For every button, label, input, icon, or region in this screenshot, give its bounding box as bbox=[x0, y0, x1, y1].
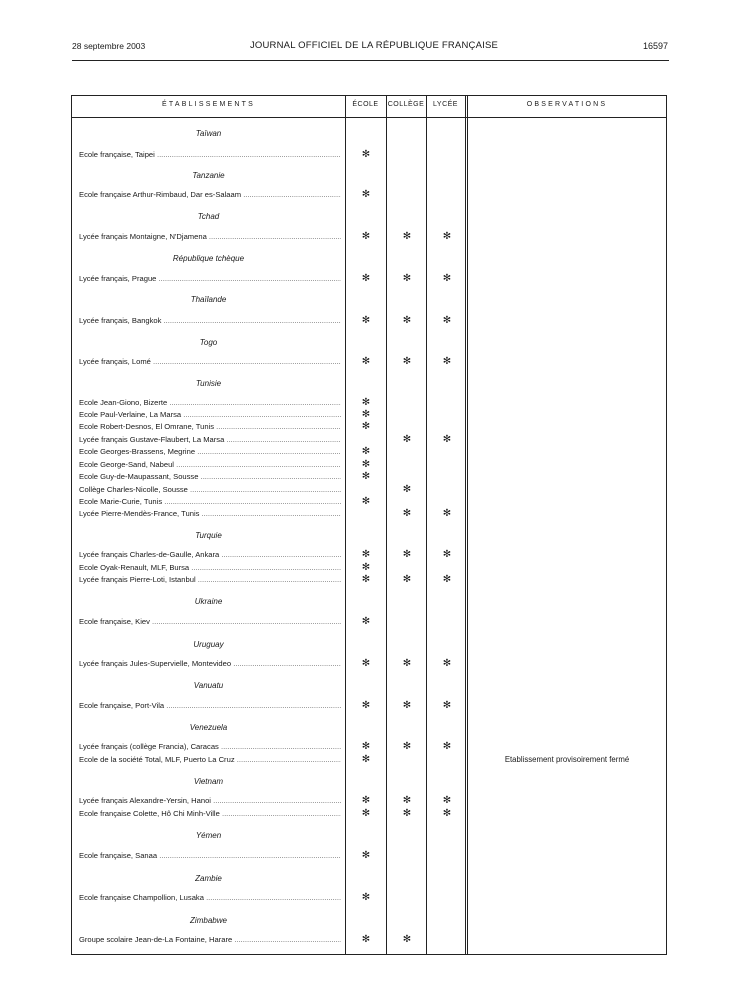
country-heading: Zimbabwe bbox=[190, 916, 227, 925]
lycee-mark: ✻ bbox=[442, 808, 452, 819]
college-mark: ✻ bbox=[402, 484, 412, 495]
lycee-mark: ✻ bbox=[442, 508, 452, 519]
school-name: Lycée français Alexandre-Yersin, Hanoi ..... bbox=[79, 795, 341, 807]
column-header-lycee: LYCÉE bbox=[433, 101, 458, 108]
college-mark: ✻ bbox=[402, 315, 412, 326]
lycee-mark: ✻ bbox=[442, 315, 452, 326]
college-mark: ✻ bbox=[402, 273, 412, 284]
table-row bbox=[72, 808, 668, 820]
ecole-mark: ✻ bbox=[361, 850, 371, 861]
table-row bbox=[72, 850, 668, 862]
table-row bbox=[72, 700, 668, 712]
ecole-mark: ✻ bbox=[361, 808, 371, 819]
column-divider bbox=[465, 96, 468, 954]
table-row bbox=[72, 397, 668, 409]
country-heading: Thaïlande bbox=[190, 295, 227, 304]
country-heading: Venezuela bbox=[189, 723, 228, 732]
school-name: Ecole Georges-Brassens, Megrine ..... bbox=[79, 446, 341, 458]
school-name: Ecole française Champollion, Lusaka ..... bbox=[79, 892, 341, 904]
country-heading: Turquie bbox=[195, 531, 222, 540]
country-heading: Vanuatu bbox=[193, 681, 224, 690]
country-heading: République tchèque bbox=[172, 254, 245, 263]
country-row bbox=[72, 253, 668, 265]
ecole-mark: ✻ bbox=[361, 754, 371, 765]
country-row bbox=[72, 530, 668, 542]
country-row bbox=[72, 722, 668, 734]
ecole-mark: ✻ bbox=[361, 459, 371, 470]
college-mark: ✻ bbox=[402, 508, 412, 519]
college-mark: ✻ bbox=[402, 231, 412, 242]
country-heading: Tchad bbox=[197, 212, 220, 221]
ecole-mark: ✻ bbox=[361, 149, 371, 160]
ecole-mark: ✻ bbox=[361, 273, 371, 284]
ecole-mark: ✻ bbox=[361, 795, 371, 806]
college-mark: ✻ bbox=[402, 795, 412, 806]
college-mark: ✻ bbox=[402, 549, 412, 560]
school-name: Ecole française, Sanaa ..... bbox=[79, 850, 341, 862]
lycee-mark: ✻ bbox=[442, 231, 452, 242]
college-mark: ✻ bbox=[402, 356, 412, 367]
country-heading: Yémen bbox=[195, 831, 222, 840]
country-row bbox=[72, 639, 668, 651]
school-name: Groupe scolaire Jean-de-La Fontaine, Harare ..... bbox=[79, 934, 341, 946]
ecole-mark: ✻ bbox=[361, 496, 371, 507]
country-row bbox=[72, 873, 668, 885]
lycee-mark: ✻ bbox=[442, 574, 452, 585]
table-row bbox=[72, 273, 668, 285]
table-row bbox=[72, 434, 668, 446]
header-row-rule bbox=[72, 117, 666, 118]
school-name: Ecole française, Port-Vila ..... bbox=[79, 700, 341, 712]
school-name: Lycée français, Bangkok ..... bbox=[79, 315, 341, 327]
college-mark: ✻ bbox=[402, 934, 412, 945]
table-row bbox=[72, 616, 668, 628]
school-name: Ecole Marie-Curie, Tunis ..... bbox=[79, 496, 341, 508]
ecole-mark: ✻ bbox=[361, 397, 371, 408]
table-row bbox=[72, 315, 668, 327]
school-name: Ecole française Colette, Hô Chi Minh-Ville ..... bbox=[79, 808, 341, 820]
country-heading: Vietnam bbox=[193, 777, 224, 786]
ecole-mark: ✻ bbox=[361, 549, 371, 560]
page-number: 16597 bbox=[642, 41, 668, 51]
school-name: Ecole de la société Total, MLF, Puerto La Cruz ..... bbox=[79, 754, 341, 766]
school-name: Collège Charles-Nicolle, Sousse ..... bbox=[79, 484, 341, 496]
lycee-mark: ✻ bbox=[442, 700, 452, 711]
country-row bbox=[72, 128, 668, 140]
ecole-mark: ✻ bbox=[361, 934, 371, 945]
school-name: Lycée français Pierre-Loti, Istanbul ..... bbox=[79, 574, 341, 586]
ecole-mark: ✻ bbox=[361, 700, 371, 711]
college-mark: ✻ bbox=[402, 658, 412, 669]
school-name: Ecole Robert-Desnos, El Omrane, Tunis ..... bbox=[79, 421, 341, 433]
schools-table bbox=[71, 95, 667, 955]
ecole-mark: ✻ bbox=[361, 574, 371, 585]
school-name: Lycée français, Prague ..... bbox=[79, 273, 341, 285]
country-row bbox=[72, 170, 668, 182]
ecole-mark: ✻ bbox=[361, 409, 371, 420]
lycee-mark: ✻ bbox=[442, 741, 452, 752]
ecole-mark: ✻ bbox=[361, 471, 371, 482]
school-name: Lycée français Gustave-Flaubert, La Marsa ..... bbox=[79, 434, 341, 446]
table-row bbox=[72, 446, 668, 458]
header-date: 28 septembre 2003 bbox=[72, 41, 146, 51]
table-row bbox=[72, 356, 668, 368]
lycee-mark: ✻ bbox=[442, 549, 452, 560]
column-header-college: COLLÈGE bbox=[387, 101, 425, 108]
country-row bbox=[72, 211, 668, 223]
school-name: Lycée Pierre-Mendès-France, Tunis ..... bbox=[79, 508, 341, 520]
country-row bbox=[72, 337, 668, 349]
college-mark: ✻ bbox=[402, 741, 412, 752]
country-heading: Togo bbox=[199, 338, 218, 347]
ecole-mark: ✻ bbox=[361, 741, 371, 752]
table-row bbox=[72, 795, 668, 807]
column-divider bbox=[426, 96, 427, 954]
college-mark: ✻ bbox=[402, 574, 412, 585]
country-row bbox=[72, 776, 668, 788]
lycee-mark: ✻ bbox=[442, 658, 452, 669]
table-row bbox=[72, 421, 668, 433]
table-row bbox=[72, 496, 668, 508]
country-row bbox=[72, 830, 668, 842]
table-row bbox=[72, 189, 668, 201]
column-header-etablissements: ÉTABLISSEMENTS bbox=[162, 101, 255, 108]
column-divider bbox=[345, 96, 346, 954]
country-heading: Uruguay bbox=[193, 640, 224, 649]
country-heading: Ukraine bbox=[194, 597, 223, 606]
table-row bbox=[72, 508, 668, 520]
school-name: Lycée français (collège Francia), Caracas ..... bbox=[79, 741, 341, 753]
school-name: Lycée français, Lomé ..... bbox=[79, 356, 341, 368]
header-title: JOURNAL OFFICIEL DE LA RÉPUBLIQUE FRANÇAISE bbox=[249, 40, 499, 51]
school-name: Ecole Guy-de-Maupassant, Sousse ..... bbox=[79, 471, 341, 483]
table-row bbox=[72, 658, 668, 670]
lycee-mark: ✻ bbox=[442, 795, 452, 806]
school-name: Ecole française Arthur-Rimbaud, Dar es-Salaam ..... bbox=[79, 189, 341, 201]
lycee-mark: ✻ bbox=[442, 273, 452, 284]
table-row bbox=[72, 149, 668, 161]
school-name: Ecole française, Taipei ..... bbox=[79, 149, 341, 161]
country-row bbox=[72, 294, 668, 306]
table-row bbox=[72, 892, 668, 904]
table-row bbox=[72, 409, 668, 421]
column-header-observations: OBSERVATIONS bbox=[526, 101, 608, 108]
table-row bbox=[72, 471, 668, 483]
country-heading: Tanzanie bbox=[192, 171, 225, 180]
school-name: Ecole Paul-Verlaine, La Marsa ..... bbox=[79, 409, 341, 421]
school-name: Ecole Oyak-Renault, MLF, Bursa ..... bbox=[79, 562, 341, 574]
school-name: Ecole française, Kiev ..... bbox=[79, 616, 341, 628]
ecole-mark: ✻ bbox=[361, 562, 371, 573]
country-row bbox=[72, 915, 668, 927]
ecole-mark: ✻ bbox=[361, 421, 371, 432]
country-heading: Zambie bbox=[195, 874, 222, 883]
lycee-mark: ✻ bbox=[442, 434, 452, 445]
ecole-mark: ✻ bbox=[361, 231, 371, 242]
country-row bbox=[72, 596, 668, 608]
school-name: Ecole Jean-Giono, Bizerte ..... bbox=[79, 397, 341, 409]
ecole-mark: ✻ bbox=[361, 658, 371, 669]
ecole-mark: ✻ bbox=[361, 616, 371, 627]
header-rule bbox=[72, 60, 669, 61]
table-row bbox=[72, 231, 668, 243]
country-row bbox=[72, 680, 668, 692]
table-row bbox=[72, 484, 668, 496]
college-mark: ✻ bbox=[402, 808, 412, 819]
table-row bbox=[72, 549, 668, 561]
country-heading: Tunisie bbox=[195, 379, 222, 388]
school-name: Lycée français Montaigne, N'Djamena ..... bbox=[79, 231, 341, 243]
ecole-mark: ✻ bbox=[361, 446, 371, 457]
country-heading: Taïwan bbox=[195, 129, 222, 138]
table-row bbox=[72, 934, 668, 946]
ecole-mark: ✻ bbox=[361, 315, 371, 326]
observation-text: Etablissement provisoirement fermé bbox=[504, 755, 630, 764]
ecole-mark: ✻ bbox=[361, 189, 371, 200]
college-mark: ✻ bbox=[402, 700, 412, 711]
column-divider bbox=[386, 96, 387, 954]
ecole-mark: ✻ bbox=[361, 356, 371, 367]
table-row bbox=[72, 754, 668, 766]
school-name: Lycée français Charles-de-Gaulle, Ankara ..... bbox=[79, 549, 341, 561]
table-row bbox=[72, 562, 668, 574]
school-name: Ecole George-Sand, Nabeul ..... bbox=[79, 459, 341, 471]
lycee-mark: ✻ bbox=[442, 356, 452, 367]
table-row bbox=[72, 459, 668, 471]
school-name: Lycée français Jules-Supervielle, Montevideo ..... bbox=[79, 658, 341, 670]
table-row bbox=[72, 574, 668, 586]
ecole-mark: ✻ bbox=[361, 892, 371, 903]
college-mark: ✻ bbox=[402, 434, 412, 445]
column-header-ecole: ÉCOLE bbox=[352, 101, 379, 108]
table-row bbox=[72, 741, 668, 753]
country-row bbox=[72, 378, 668, 390]
